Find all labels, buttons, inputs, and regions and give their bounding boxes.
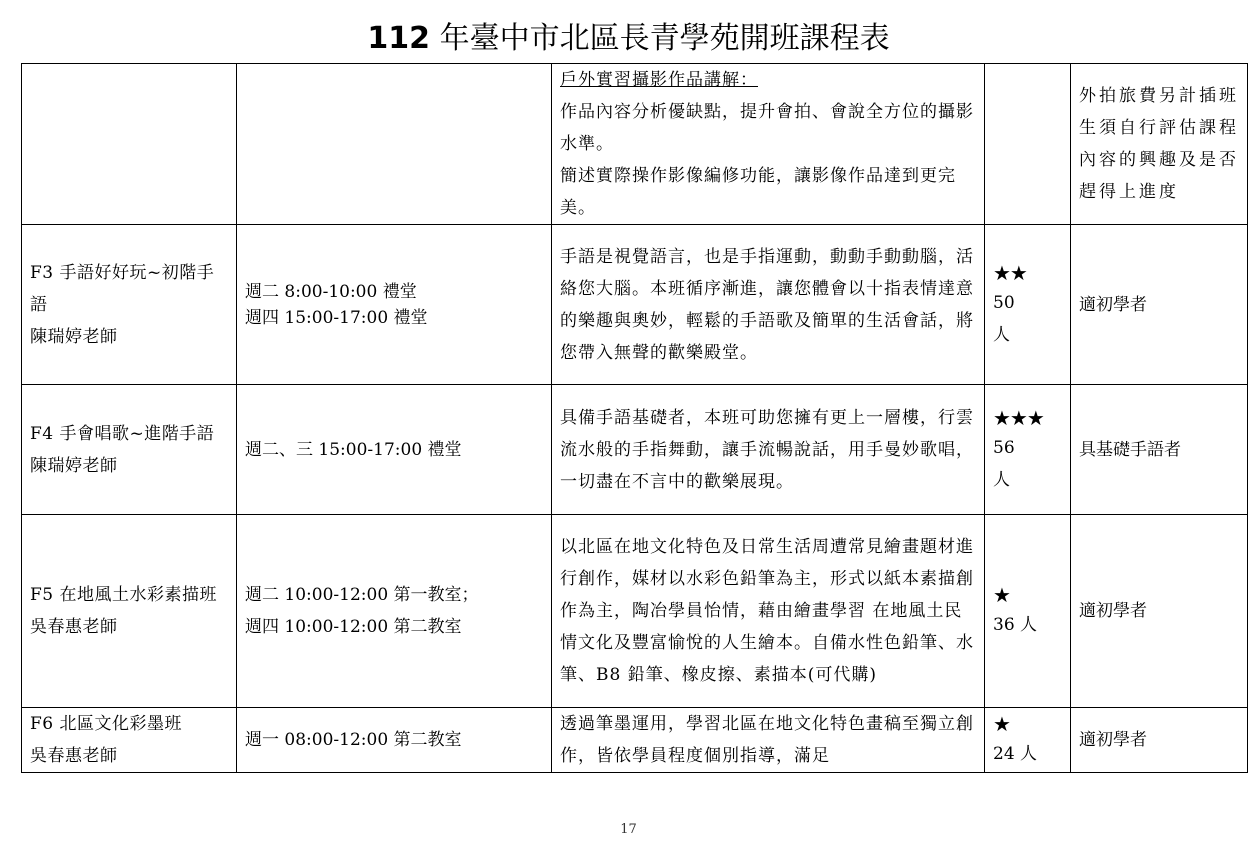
capacity-cell: [985, 708, 1071, 773]
schedule-cell: [237, 385, 552, 515]
course-name-cell: [22, 515, 237, 708]
schedule-cell: [237, 64, 552, 225]
teacher-name: 陳瑞婷老師: [30, 326, 118, 347]
table-row: [22, 225, 1248, 385]
course-name-cell: [22, 708, 237, 773]
note-cell: [1071, 225, 1248, 385]
description-text: 透過筆墨運用，學習北區在地文化特色畫稿至獨立創作，皆依學員程度個別指導，滿足: [560, 714, 974, 766]
capacity-cell: [985, 385, 1071, 515]
difficulty-stars: ★★: [993, 260, 1027, 285]
note-cell: [1071, 385, 1248, 515]
table-row: [22, 385, 1248, 515]
description-cell: [552, 225, 985, 385]
capacity-cell: [985, 225, 1071, 385]
schedule-cell: [237, 225, 552, 385]
description-text: 簡述實際操作影像編修功能，讓影像作品達到更完美。: [560, 166, 956, 218]
course-name: F6 北區文化彩墨班: [30, 714, 183, 734]
schedule-cell: [237, 515, 552, 708]
teacher-name: 陳瑞婷老師: [30, 455, 118, 476]
capacity-text: 56 人: [993, 437, 1015, 490]
course-name-cell: [22, 225, 237, 385]
description-text: 作品內容分析優缺點，提升會拍、會說全方位的攝影水準。: [560, 102, 974, 154]
description-cell: [552, 64, 985, 225]
capacity-cell: [985, 64, 1071, 225]
note-cell: [1071, 708, 1248, 773]
description-cell: [552, 515, 985, 708]
table-row: [22, 64, 1248, 225]
capacity-text: 50 人: [993, 292, 1015, 345]
difficulty-stars: ★★★: [993, 405, 1044, 430]
teacher-name: 吳春惠老師: [30, 746, 118, 766]
schedule-text: 週四 10:00-12:00 第二教室: [245, 617, 462, 637]
note-cell: [1071, 64, 1248, 225]
note-text: 適初學者: [1079, 601, 1147, 621]
course-name-cell: [22, 385, 237, 515]
schedule-text: 週四 15:00-17:00 禮堂: [245, 307, 428, 328]
difficulty-stars: ★: [993, 583, 1010, 607]
course-name-cell: [22, 64, 237, 225]
difficulty-stars: ★: [993, 712, 1010, 736]
course-schedule-table: [21, 63, 1248, 773]
schedule-text: 週二、三 15:00-17:00 禮堂: [245, 439, 462, 460]
note-text: 適初學者: [1079, 730, 1147, 750]
teacher-name: 吳春惠老師: [30, 617, 118, 637]
table-row: [22, 708, 1248, 773]
capacity-cell: [985, 515, 1071, 708]
description-text: 手語是視覺語言，也是手指運動，動動手動動腦，活絡您大腦。本班循序漸進，讓您體會以十指表情達意的樂趣與奧妙，輕鬆的手語歌及簡單的生活會話，將您帶入無聲的歡樂殿堂。: [560, 246, 974, 363]
note-text: 適初學者: [1079, 294, 1147, 315]
description-heading: 戶外實習攝影作品講解：: [560, 70, 758, 90]
description-text: 具備手語基礎者，本班可助您擁有更上一層樓，行雲流水般的手指舞動，讓手流暢說話，用手曼妙歌唱，一切盡在不言中的歡樂展現。: [560, 407, 974, 492]
course-name: F4 手會唱歌~進階手語: [30, 423, 215, 444]
course-name: F3 手語好好玩~初階手語: [30, 262, 215, 315]
capacity-text: 24 人: [993, 744, 1038, 764]
description-cell: [552, 385, 985, 515]
course-name: F5 在地風土水彩素描班: [30, 585, 218, 605]
title-year: 112: [367, 21, 431, 56]
table-row: [22, 515, 1248, 708]
page-title: [0, 20, 1257, 58]
title-text: 年臺中市北區長青學苑開班課程表: [439, 21, 890, 56]
schedule-cell: [237, 708, 552, 773]
capacity-text: 36 人: [993, 615, 1038, 635]
note-text: 具基礎手語者: [1079, 439, 1181, 460]
schedule-text: 週一 08:00-12:00 第二教室: [245, 730, 462, 750]
schedule-text: 週二 8:00-10:00 禮堂: [245, 281, 417, 302]
schedule-text: 週二 10:00-12:00 第一教室；: [245, 585, 479, 605]
note-text: 外拍旅費另計插班生須自行評估課程內容的興趣及是否趕得上進度: [1079, 86, 1239, 202]
description-cell: [552, 708, 985, 773]
note-cell: [1071, 515, 1248, 708]
page-number: 17: [620, 822, 637, 837]
description-text: 以北區在地文化特色及日常生活周遭常見繪畫題材進行創作，媒材以水彩色鉛筆為主，形式以紙本素描創作為主，陶冶學員怡情，藉由繪畫學習 在地風土民情文化及豐富愉悅的人生繪本。自備水性色鉛筆、水筆、B8 鉛筆、橡皮擦、素描本(可代購): [560, 537, 974, 685]
